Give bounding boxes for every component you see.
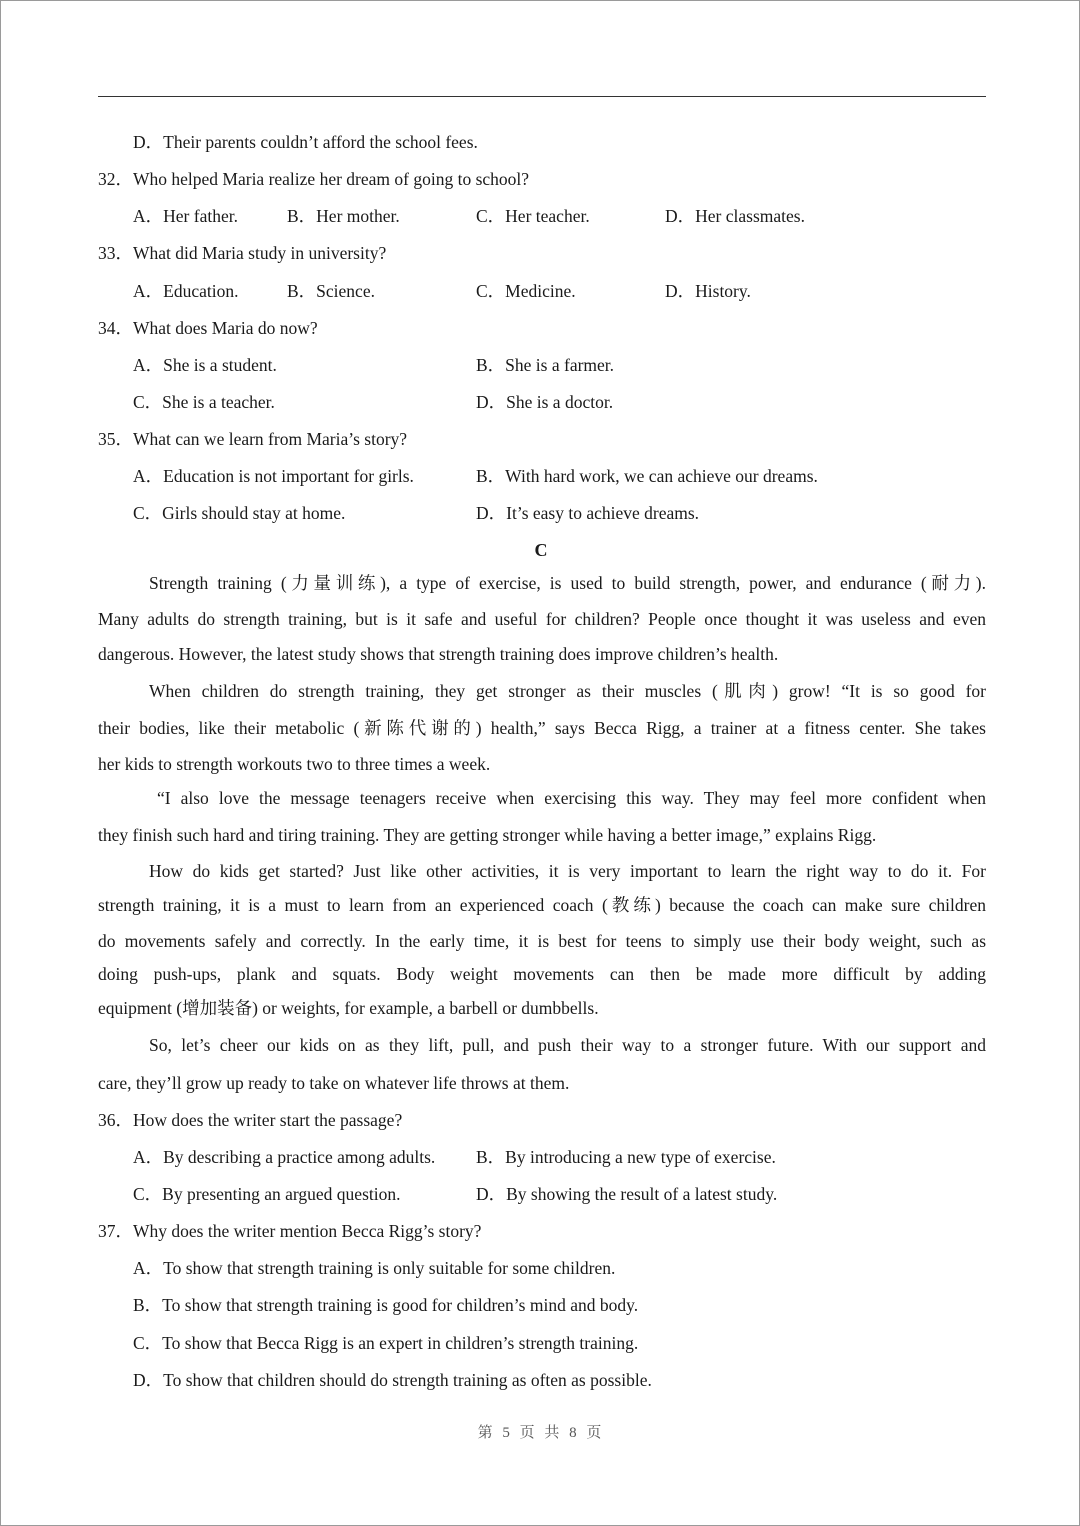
- option-34-b: B．She is a farmer.: [476, 355, 615, 375]
- passage-p4-line4: doing push-ups, plank and squats. Body weight movements can then be made more difficult by adding: [98, 964, 986, 984]
- passage-p3-line2: they finish such hard and tiring training. They are getting stronger while having a better image,” explains Rigg.: [98, 825, 877, 845]
- passage-p5-line1: So, let’s cheer our kids on as they lift, pull, and push their way to a stronger future. With our support and: [149, 1035, 986, 1055]
- option-31-d: D．Their parents couldn’t afford the school fees.: [133, 132, 478, 152]
- option-33-c: C．Medicine.: [476, 281, 576, 301]
- question-34: 34．What does Maria do now?: [98, 318, 318, 338]
- option-36-b: B．By introducing a new type of exercise.: [476, 1147, 776, 1167]
- passage-p4-line1: How do kids get started? Just like other activities, it is very important to learn the right way to do it. For: [149, 861, 986, 881]
- option-37-b: B．To show that strength training is good for children’s mind and body.: [133, 1295, 639, 1315]
- option-34-c: C．She is a teacher.: [133, 392, 275, 412]
- question-36: 36．How does the writer start the passage?: [98, 1110, 403, 1130]
- passage-p2-line2: their bodies, like their metabolic (新陈代谢的) health,” says Becca Rigg, a trainer at a fitness center. She takes: [98, 718, 986, 738]
- option-36-d: D．By showing the result of a latest study.: [476, 1184, 778, 1204]
- question-33: 33．What did Maria study in university?: [98, 243, 387, 263]
- passage-p1-line1: Strength training (力量训练), a type of exercise, is used to build strength, power, and endurance (耐力).: [149, 573, 986, 593]
- option-33-d: D．History.: [665, 281, 751, 301]
- passage-p2-line1: When children do strength training, they get stronger as their muscles (肌肉) grow! “It is so good for: [149, 681, 986, 701]
- passage-p4-line2: strength training, it is a must to learn from an experienced coach (教练) because the coach can make sure children: [98, 895, 986, 915]
- option-35-a: A．Education is not important for girls.: [133, 466, 414, 486]
- question-37: 37．Why does the writer mention Becca Rigg’s story?: [98, 1221, 482, 1241]
- option-32-b: B．Her mother.: [287, 206, 400, 226]
- option-37-c: C．To show that Becca Rigg is an expert in children’s strength training.: [133, 1333, 639, 1353]
- passage-p5-line2: care, they’ll grow up ready to take on whatever life throws at them.: [98, 1073, 570, 1093]
- passage-p1-line2: Many adults do strength training, but is it safe and useful for children? People once thought it was useless and even: [98, 609, 986, 629]
- option-35-b: B．With hard work, we can achieve our dreams.: [476, 466, 818, 486]
- option-34-d: D．She is a doctor.: [476, 392, 614, 412]
- option-37-d: D．To show that children should do strength training as often as possible.: [133, 1370, 652, 1390]
- passage-p2-line3: her kids to strength workouts two to three times a week.: [98, 754, 491, 774]
- option-32-c: C．Her teacher.: [476, 206, 590, 226]
- passage-p3-line1: “I also love the message teenagers receive when exercising this way. They may feel more confident when: [157, 788, 986, 808]
- option-33-a: A．Education.: [133, 281, 239, 301]
- passage-p1-line3: dangerous. However, the latest study shows that strength training does improve children’s health.: [98, 644, 779, 664]
- option-37-a: A．To show that strength training is only suitable for some children.: [133, 1258, 616, 1278]
- option-32-a: A．Her father.: [133, 206, 238, 226]
- option-35-d: D．It’s easy to achieve dreams.: [476, 503, 700, 523]
- section-title: C: [534, 540, 548, 560]
- passage-p4-line5: equipment (增加装备) or weights, for example, a barbell or dumbbells.: [98, 998, 599, 1018]
- passage-p4-line3: do movements safely and correctly. In the early time, it is best for teens to simply use their body weight, such as: [98, 931, 986, 951]
- option-36-c: C．By presenting an argued question.: [133, 1184, 401, 1204]
- option-33-b: B．Science.: [287, 281, 375, 301]
- question-35: 35．What can we learn from Maria’s story?: [98, 429, 408, 449]
- option-36-a: A．By describing a practice among adults.: [133, 1147, 436, 1167]
- option-35-c: C．Girls should stay at home.: [133, 503, 346, 523]
- option-32-d: D．Her classmates.: [665, 206, 805, 226]
- option-34-a: A．She is a student.: [133, 355, 277, 375]
- header-rule: [98, 96, 986, 97]
- page-number: 第 5 页 共 8 页: [477, 1425, 605, 1441]
- question-32: 32．Who helped Maria realize her dream of going to school?: [98, 169, 530, 189]
